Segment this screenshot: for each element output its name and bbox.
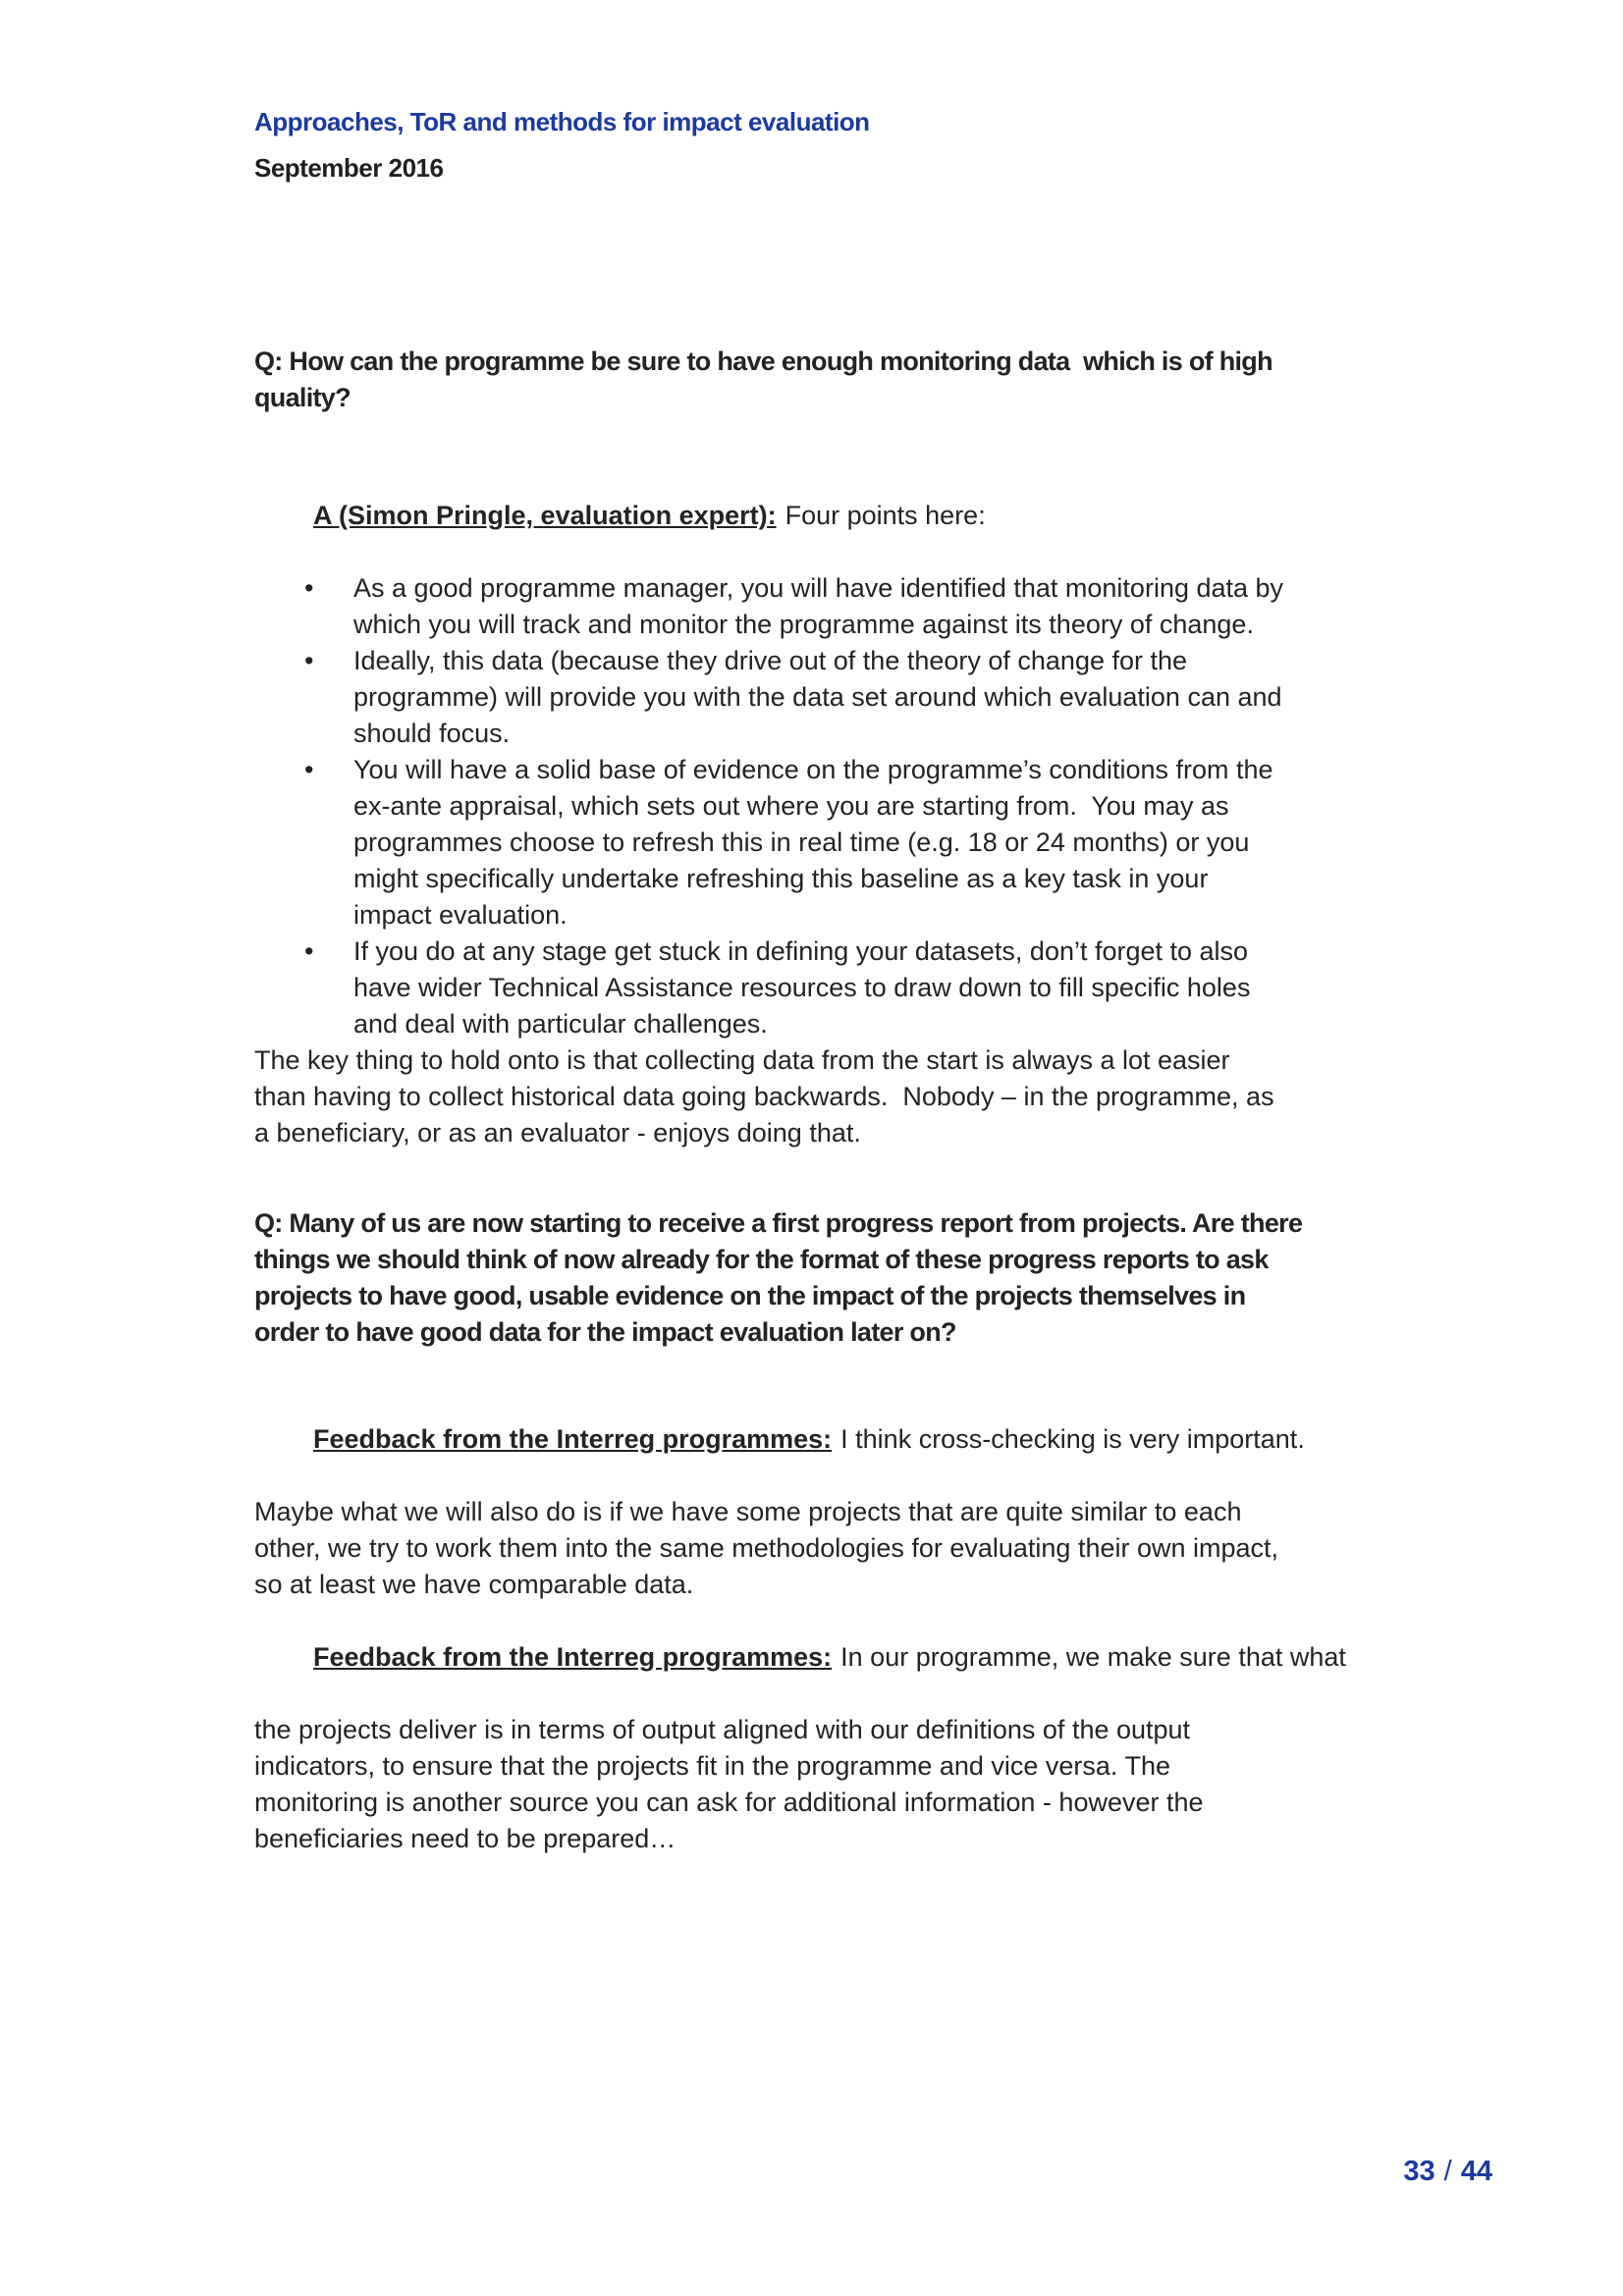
document-body: [254, 344, 1383, 1857]
bullet-text-line: impact evaluation.: [353, 900, 568, 930]
feedback-1-lead-text: I think cross-checking is very important.: [840, 1424, 1305, 1454]
page-number: [1372, 2123, 1492, 2220]
answer-block: [254, 461, 1383, 1151]
feedback-2-line: beneficiaries need to be prepared…: [254, 1824, 676, 1853]
question-1-line: quality?: [254, 383, 351, 412]
answer-intro-line: [254, 461, 1383, 570]
document-date: September 2016: [254, 153, 444, 183]
closing-line: The key thing to hold onto is that collecting data from the start is always a lot easier: [254, 1045, 1230, 1075]
feedback-2-line: indicators, to ensure that the projects fit in the programme and vice versa. The: [254, 1751, 1170, 1781]
current-page-number: 33: [1403, 2156, 1435, 2187]
bullet-text-line: might specifically undertake refreshing this baseline as a key task in your: [353, 864, 1209, 893]
bullet-text-line: have wider Technical Assistance resources to draw down to fill specific holes: [353, 973, 1251, 1002]
bullet-text-line: and deal with particular challenges.: [353, 1009, 768, 1039]
question-2-line: order to have good data for the impact evaluation later on?: [254, 1317, 956, 1347]
feedback-2-line: monitoring is another source you can ask for additional information - however the: [254, 1788, 1204, 1817]
feedback-2-first-line: [254, 1603, 1383, 1712]
feedback-2-lead-text: In our programme, we make sure that what: [840, 1642, 1346, 1672]
feedback-1-line: other, we try to work them into the same methodologies for evaluating their own impact,: [254, 1533, 1279, 1563]
feedback-paragraph-2: [254, 1603, 1383, 1857]
bullet-text-line: which you will track and monitor the programme against its theory of change.: [353, 610, 1254, 639]
feedback-2-line: the projects deliver is in terms of output aligned with our definitions of the output: [254, 1715, 1191, 1744]
feedback-1-line: so at least we have comparable data.: [254, 1570, 694, 1599]
question-2-line: Q: Many of us are now starting to receive a first progress report from projects. Are there: [254, 1208, 1303, 1238]
list-item: [254, 752, 1383, 934]
bullet-icon: •: [304, 936, 314, 966]
closing-line: a beneficiary, or as an evaluator - enjoys doing that.: [254, 1118, 861, 1148]
question-2-line: projects to have good, usable evidence on the impact of the projects themselves in: [254, 1281, 1246, 1310]
answer-intro-text: Four points here:: [784, 501, 986, 530]
bullet-icon: •: [304, 755, 314, 784]
page-number-separator: /: [1443, 2156, 1452, 2187]
answer-bullet-list: [254, 570, 1383, 1042]
question-1: [254, 344, 1383, 416]
bullet-text-line: Ideally, this data (because they drive out of the theory of change for the: [353, 646, 1188, 675]
bullet-text-line: You will have a solid base of evidence on the programme’s conditions from the: [353, 755, 1273, 784]
feedback-1-line: Maybe what we will also do is if we have some projects that are quite similar to each: [254, 1497, 1242, 1526]
bullet-text-line: programmes choose to refresh this in real time (e.g. 18 or 24 months) or you: [353, 828, 1250, 857]
total-page-count: 44: [1460, 2156, 1492, 2187]
feedback-1-label: Feedback from the Interreg programmes:: [313, 1424, 833, 1454]
list-item: [254, 643, 1383, 752]
feedback-paragraph-1: [254, 1385, 1383, 1603]
question-1-line: Q: How can the programme be sure to have enough monitoring data which is of high: [254, 347, 1272, 376]
closing-line: than having to collect historical data going backwards. Nobody – in the programme, as: [254, 1082, 1274, 1111]
bullet-icon: •: [304, 646, 314, 675]
page-header: [254, 105, 870, 185]
bullet-text-line: As a good programme manager, you will have identified that monitoring data by: [353, 573, 1284, 603]
answer-author-label: A (Simon Pringle, evaluation expert):: [313, 501, 777, 530]
bullet-icon: •: [304, 573, 314, 603]
bullet-text-line: ex-ante appraisal, which sets out where you are starting from. You may as: [353, 791, 1229, 821]
bullet-text-line: should focus.: [353, 719, 511, 748]
document-title: Approaches, ToR and methods for impact evaluation: [254, 107, 870, 136]
bullet-text-line: programme) will provide you with the data set around which evaluation can and: [353, 682, 1282, 712]
feedback-2-label: Feedback from the Interreg programmes:: [313, 1642, 833, 1672]
closing-paragraph: [254, 1042, 1383, 1151]
bullet-text-line: If you do at any stage get stuck in defining your datasets, don’t forget to also: [353, 936, 1249, 966]
question-2-line: things we should think of now already for the format of these progress reports to ask: [254, 1245, 1269, 1274]
list-item: [254, 570, 1383, 643]
feedback-1-first-line: [254, 1385, 1383, 1494]
question-2: [254, 1205, 1383, 1351]
list-item: [254, 934, 1383, 1042]
